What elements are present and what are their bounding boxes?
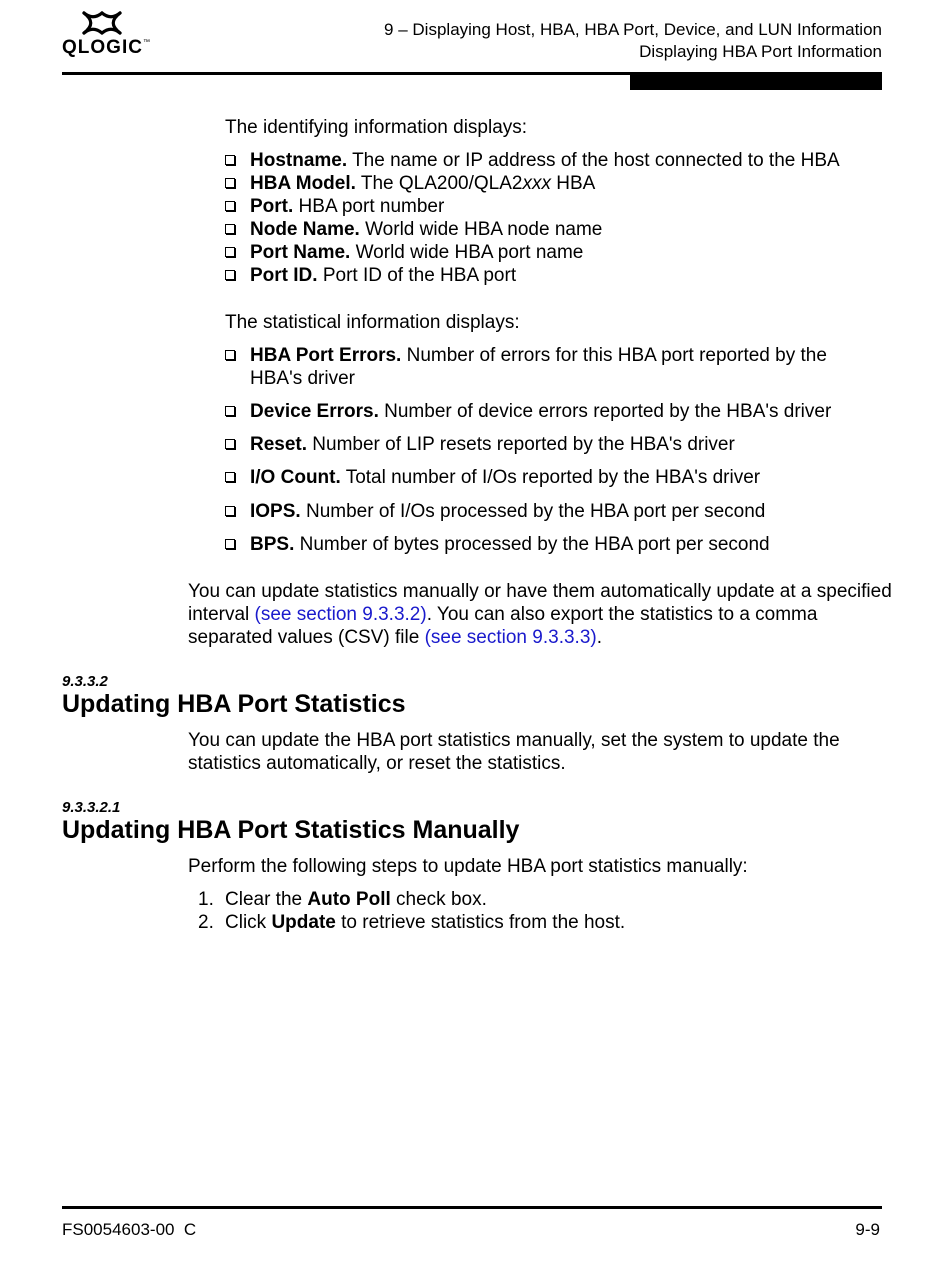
item-term: HBA Port Errors. <box>250 345 402 366</box>
item-desc: Total number of I/Os reported by the HBA's driver <box>340 467 761 488</box>
step-text: Clear the <box>225 889 308 910</box>
paragraph-text: . You can also export the statistics to a comma <box>426 604 818 625</box>
item-desc: The QLA200/QLA2 <box>355 173 523 194</box>
statistical-intro: The statistical information displays: <box>225 312 520 333</box>
step-text: check box. <box>390 889 487 910</box>
step-text: to retrieve statistics from the host. <box>335 912 626 933</box>
item-desc: Number of bytes processed by the HBA port per second <box>294 534 770 555</box>
paragraph-text: . <box>596 627 602 648</box>
bullet-icon <box>225 155 235 165</box>
chapter-title: 9 – Displaying Host, HBA, HBA Port, Device, and LUN Information <box>384 20 882 39</box>
item-desc: Number of device errors reported by the HBA's driver <box>378 401 832 422</box>
bullet-icon <box>225 224 235 234</box>
item-term: Device Errors. <box>250 401 379 422</box>
step-text: Click <box>225 912 272 933</box>
item-term: BPS. <box>250 534 295 555</box>
item-term: Port Name. <box>250 242 351 263</box>
item-desc: The name or IP address of the host connected to the HBA <box>347 150 840 171</box>
step-item <box>198 911 625 934</box>
step-number: 2. <box>198 912 214 933</box>
item-desc: World wide HBA node name <box>359 219 603 240</box>
item-desc: Port ID of the HBA port <box>317 265 517 286</box>
qlogic-logo: QLOGIC™ <box>62 10 152 59</box>
item-term: HBA Model. <box>250 173 356 194</box>
step-item <box>198 888 487 911</box>
item-term: Hostname. <box>250 150 348 171</box>
bullet-icon <box>225 472 235 482</box>
footer-page-number: 9-9 <box>855 1220 880 1239</box>
section-number: 9.3.3.2 <box>62 673 108 690</box>
running-header <box>384 19 882 63</box>
item-desc-italic: xxx <box>522 173 551 194</box>
bullet-icon <box>225 506 235 516</box>
update-paragraph <box>188 580 892 649</box>
item-term: Port ID. <box>250 265 318 286</box>
steps-intro: Perform the following steps to update HBA port statistics manually: <box>188 856 748 877</box>
item-term: Reset. <box>250 434 308 455</box>
paragraph-line: You can update the HBA port statistics manually, set the system to update the <box>188 730 840 751</box>
item-desc: HBA <box>550 173 596 194</box>
item-term: IOPS. <box>250 501 301 522</box>
section-paragraph <box>188 729 840 775</box>
identifying-intro: The identifying information displays: <box>225 117 528 138</box>
item-desc: Number of I/Os processed by the HBA port per second <box>300 501 766 522</box>
section-title: Displaying HBA Port Information <box>639 42 882 61</box>
bullet-icon <box>225 247 235 257</box>
bullet-icon <box>225 270 235 280</box>
step-bold: Update <box>271 912 336 933</box>
bullet-icon <box>225 201 235 211</box>
section-link-9333[interactable]: (see section 9.3.3.3) <box>424 627 597 648</box>
item-desc: World wide HBA port name <box>350 242 584 263</box>
item-term: Node Name. <box>250 219 360 240</box>
paragraph-text: interval <box>188 604 255 625</box>
bullet-icon <box>225 178 235 188</box>
bullet-icon <box>225 539 235 549</box>
section-link-9332[interactable]: (see section 9.3.3.2) <box>254 604 427 625</box>
bullet-icon <box>225 439 235 449</box>
item-desc: Number of errors for this HBA port reported by the HBA's driver <box>250 345 827 389</box>
qlogic-logo-icon <box>81 10 123 36</box>
step-number: 1. <box>198 889 214 910</box>
footer-doc-id: FS0054603-00 C <box>62 1220 197 1239</box>
paragraph-line: statistics automatically, or reset the statistics. <box>188 753 566 774</box>
footer-rule <box>62 1206 882 1209</box>
paragraph-text: separated values (CSV) file <box>188 627 425 648</box>
section-heading: Updating HBA Port Statistics <box>62 690 406 718</box>
section-number: 9.3.3.2.1 <box>62 799 121 816</box>
section-heading: Updating HBA Port Statistics Manually <box>62 816 520 844</box>
item-desc: HBA port number <box>293 196 445 217</box>
header-bar <box>630 75 882 90</box>
item-term: I/O Count. <box>250 467 341 488</box>
item-desc: Number of LIP resets reported by the HBA's driver <box>307 434 735 455</box>
logo-text: QLOGIC <box>62 37 143 58</box>
bullet-icon <box>225 350 235 360</box>
step-bold: Auto Poll <box>307 889 391 910</box>
bullet-icon <box>225 406 235 416</box>
item-term: Port. <box>250 196 294 217</box>
paragraph-line: You can update statistics manually or have them automatically update at a specified <box>188 581 892 602</box>
